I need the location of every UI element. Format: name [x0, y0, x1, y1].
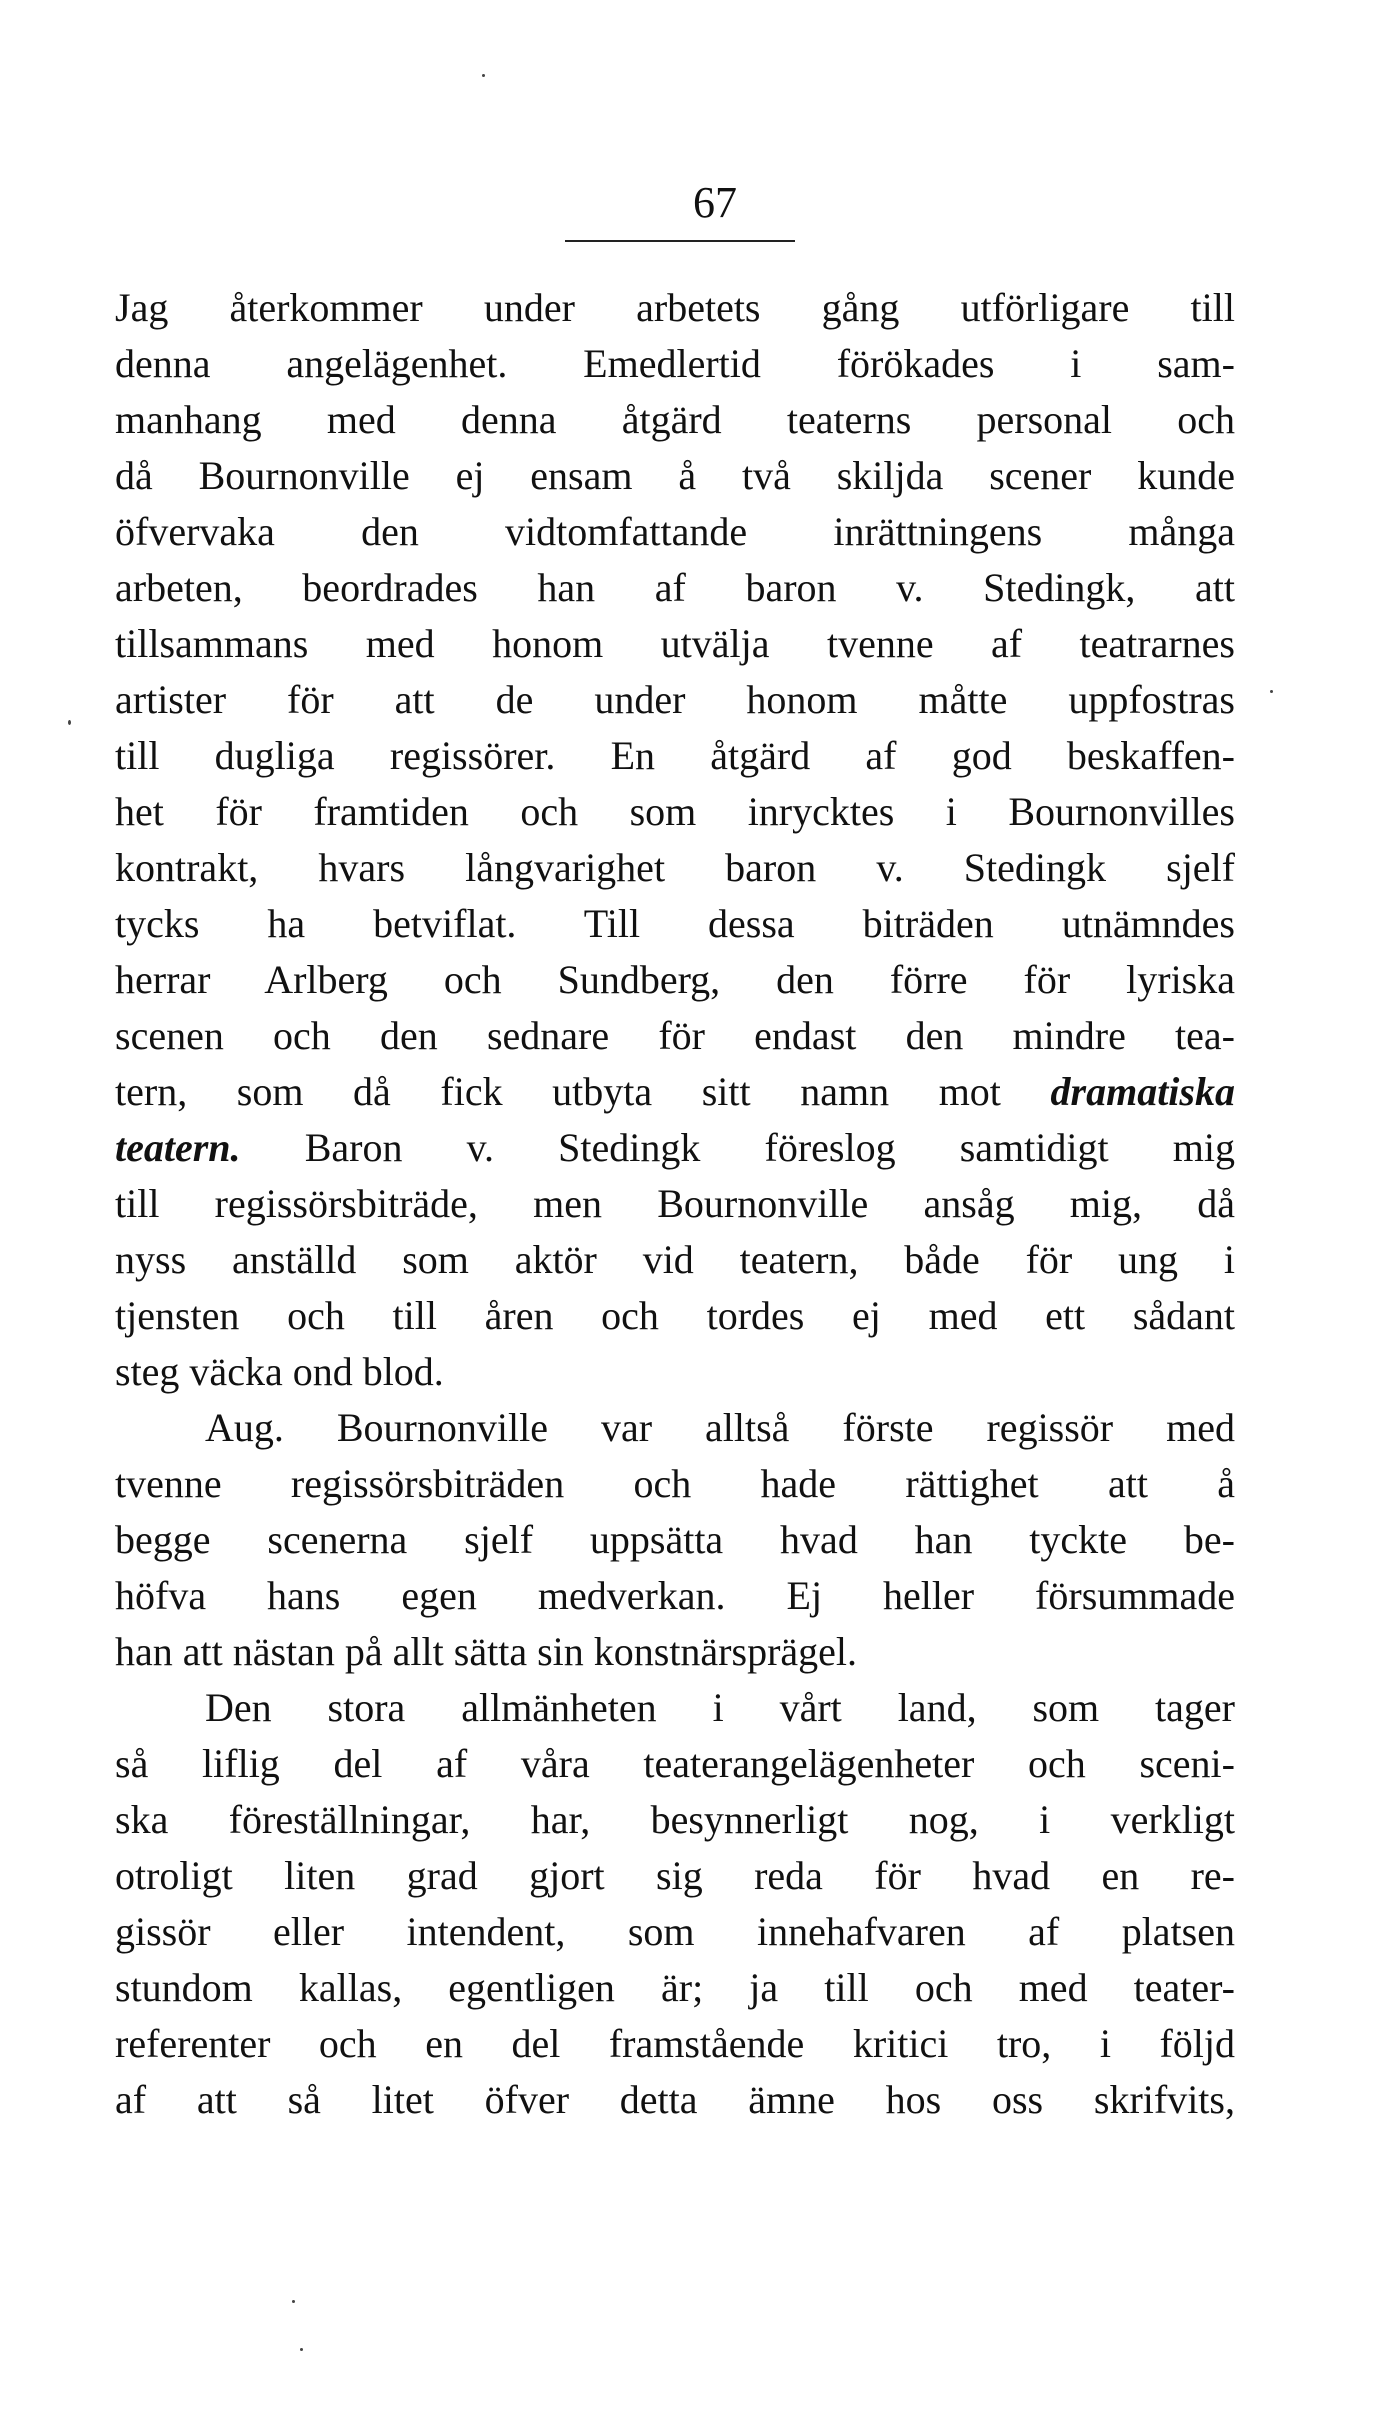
paragraph-3 [115, 1680, 1235, 2128]
text-line: tvenne regissörsbiträden och hade rättighet att å [115, 1461, 1235, 1506]
page-number: 67 [693, 178, 737, 227]
text-run: Baron v. Stedingk föreslog samtidigt mig [240, 1125, 1235, 1170]
text-line: Den stora allmänheten i vårt land, som tager [205, 1685, 1235, 1730]
text-line: artister för att de under honom måtte uppfostras [115, 677, 1235, 722]
text-line: han att nästan på allt sätta sin konstnärsprägel. [115, 1629, 858, 1674]
text-line: steg väcka ond blod. [115, 1349, 444, 1394]
text-line: scenen och den sednare för endast den mindre tea- [115, 1013, 1235, 1058]
text-line: höfva hans egen medverkan. Ej heller försummade [115, 1573, 1235, 1618]
text-line: referenter och en del framstående kritici tro, i följd [115, 2021, 1235, 2066]
paper-speck [300, 2348, 303, 2351]
text-line: nyss anställd som aktör vid teatern, både för ung i [115, 1237, 1235, 1282]
text-line: ska föreställningar, har, besynnerligt nog, i verkligt [115, 1797, 1235, 1842]
italic-word: teatern. [115, 1125, 241, 1170]
text-line: het för framtiden och som inrycktes i Bournonvilles [115, 789, 1235, 834]
text-line: tillsammans med honom utvälja tvenne af teatrarnes [115, 621, 1235, 666]
text-line: då Bournonville ej ensam å två skiljda scener kunde [115, 453, 1235, 498]
text-line: denna angelägenhet. Emedlertid förökades i sam- [115, 341, 1235, 386]
body-text [115, 280, 1235, 2128]
paper-speck [482, 74, 485, 77]
text-line: till dugliga regissörer. En åtgärd af god beskaffen- [115, 733, 1235, 778]
italic-word: dramatiska [1050, 1069, 1235, 1114]
paragraph-2 [115, 1400, 1235, 1680]
text-line: manhang med denna åtgärd teaterns personal och [115, 397, 1235, 442]
text-line: stundom kallas, egentligen är; ja till och med teater- [115, 1965, 1235, 2010]
text-line: tjensten och till åren och tordes ej med ett sådant [115, 1293, 1235, 1338]
text-line: Aug. Bournonville var alltså förste regissör med [205, 1405, 1235, 1450]
text-line: öfvervaka den vidtomfattande inrättningens många [115, 509, 1235, 554]
paper-speck [68, 720, 71, 725]
text-line: arbeten, beordrades han af baron v. Stedingk, att [115, 565, 1235, 610]
header-rule [565, 240, 795, 242]
text-line-mixed [115, 1120, 1235, 1176]
paragraph-1 [115, 280, 1235, 1400]
paper-speck [1270, 690, 1273, 693]
text-line: herrar Arlberg och Sundberg, den förre för lyriska [115, 957, 1235, 1002]
text-line: begge scenerna sjelf uppsätta hvad han tyckte be- [115, 1517, 1235, 1562]
text-line: till regissörsbiträde, men Bournonville ansåg mig, då [115, 1181, 1235, 1226]
text-line: tycks ha betviflat. Till dessa biträden utnämndes [115, 901, 1235, 946]
text-run: tern, som då fick utbyta sitt namn mot [115, 1069, 1001, 1114]
text-line: otroligt liten grad gjort sig reda för hvad en re- [115, 1853, 1235, 1898]
text-line: Jag återkommer under arbetets gång utförligare till [115, 285, 1235, 330]
text-line: af att så litet öfver detta ämne hos oss skrifvits, [115, 2077, 1235, 2122]
paper-speck [292, 2300, 295, 2303]
text-line: så liflig del af våra teaterangelägenheter och sceni- [115, 1741, 1235, 1786]
text-line-mixed [115, 1064, 1235, 1120]
text-line: gissör eller intendent, som innehafvaren af platsen [115, 1909, 1235, 1954]
text-line: kontrakt, hvars långvarighet baron v. Stedingk sjelf [115, 845, 1235, 890]
